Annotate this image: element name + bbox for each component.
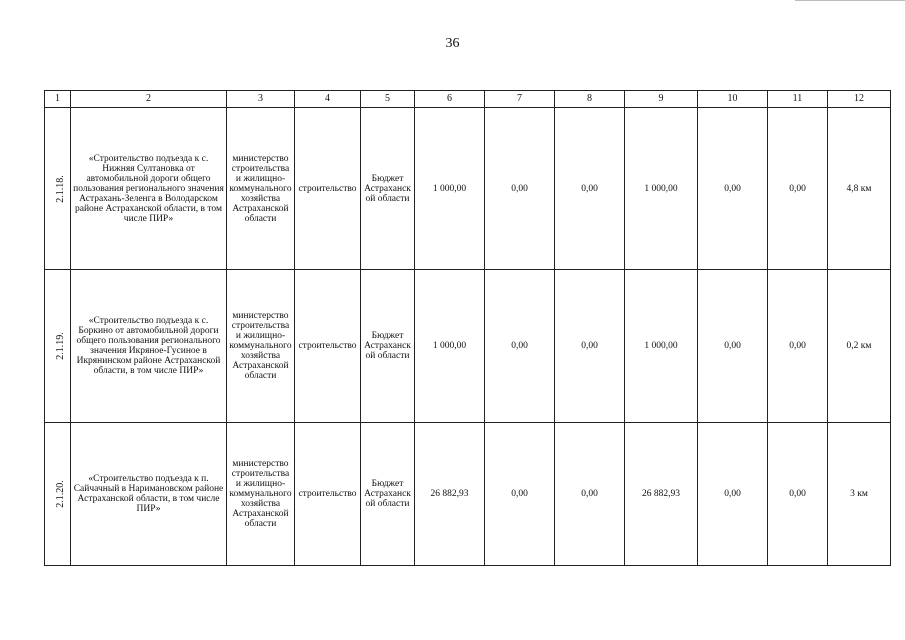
amount-total: 1 000,00 (415, 108, 485, 270)
amount-col8: 0,00 (555, 270, 625, 423)
capacity: 3 км (828, 423, 891, 566)
amount-col7: 0,00 (485, 108, 555, 270)
column-header: 4 (295, 91, 361, 108)
scan-edge-mark (795, 0, 905, 3)
capacity: 4,8 км (828, 108, 891, 270)
amount-col8: 0,00 (555, 108, 625, 270)
amount-col10: 0,00 (698, 270, 768, 423)
executor: министерство строительства и жилищно-коммунального хозяйства Астраханской области (227, 108, 295, 270)
amount-col10: 0,00 (698, 108, 768, 270)
column-header: 11 (768, 91, 828, 108)
funding-source: Бюджет Астраханской области (361, 423, 415, 566)
column-header: 6 (415, 91, 485, 108)
row-code-cell (45, 423, 71, 566)
amount-col7: 0,00 (485, 270, 555, 423)
column-header: 5 (361, 91, 415, 108)
column-header: 9 (625, 91, 698, 108)
row-code: 2.1.20. (54, 480, 66, 508)
project-name: «Строительство подъезда к с. Нижняя Султановка от автомобильной дороги общего пользования регионального значения Астрахань-Зеленга в Володарском районе Астраханской области, в том числе ПИР» (71, 108, 227, 270)
column-header: 3 (227, 91, 295, 108)
column-header: 2 (71, 91, 227, 108)
column-header: 10 (698, 91, 768, 108)
project-name: «Строительство подъезда к п. Сайчачный в Наримановском районе Астраханской области, в том числе ПИР» (71, 423, 227, 566)
amount-col7: 0,00 (485, 423, 555, 566)
table-row (45, 423, 891, 566)
work-type: строительство (295, 423, 361, 566)
capacity: 0,2 км (828, 270, 891, 423)
row-code-cell (45, 270, 71, 423)
project-name: «Строительство подъезда к с. Боркино от автомобильной дороги общего пользования регионального значения Икряное-Гусиное в Икрянинском районе Астраханской области, в том числе ПИР» (71, 270, 227, 423)
amount-col11: 0,00 (768, 270, 828, 423)
amount-col8: 0,00 (555, 423, 625, 566)
table-row (45, 270, 891, 423)
table-row (45, 108, 891, 270)
funding-source: Бюджет Астраханской области (361, 270, 415, 423)
column-number-row (45, 91, 891, 108)
executor: министерство строительства и жилищно-коммунального хозяйства Астраханской области (227, 270, 295, 423)
funding-source: Бюджет Астраханской области (361, 108, 415, 270)
row-code: 2.1.18. (54, 174, 66, 203)
column-header: 12 (828, 91, 891, 108)
row-code-cell (45, 108, 71, 270)
amount-col10: 0,00 (698, 423, 768, 566)
column-header: 7 (485, 91, 555, 108)
amount-col11: 0,00 (768, 423, 828, 566)
amount-col9: 26 882,93 (625, 423, 698, 566)
amount-total: 26 882,93 (415, 423, 485, 566)
work-type: строительство (295, 270, 361, 423)
amount-col9: 1 000,00 (625, 270, 698, 423)
row-code: 2.1.19. (54, 332, 66, 360)
budget-table (44, 90, 891, 566)
column-header: 1 (45, 91, 71, 108)
amount-col11: 0,00 (768, 108, 828, 270)
amount-total: 1 000,00 (415, 270, 485, 423)
amount-col9: 1 000,00 (625, 108, 698, 270)
column-header: 8 (555, 91, 625, 108)
page-number: 36 (445, 36, 460, 51)
work-type: строительство (295, 108, 361, 270)
executor: министерство строительства и жилищно-коммунального хозяйства Астраханской области (227, 423, 295, 566)
